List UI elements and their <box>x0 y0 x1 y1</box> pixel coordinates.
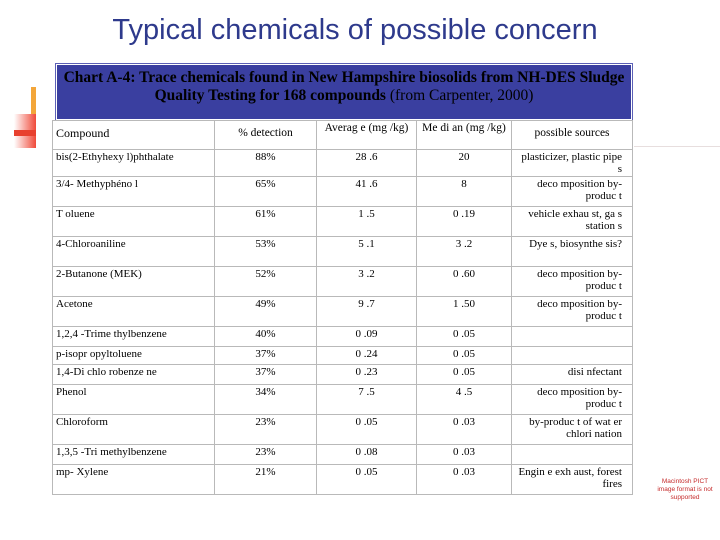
table-row <box>53 237 633 267</box>
compound-cell: 1,2,4 -Trime thylbenzene <box>53 327 215 347</box>
sources-cell: disi nfectant <box>512 365 633 385</box>
chart-header <box>56 64 632 120</box>
chart-title: Chart A-4: Trace chemicals found in New Hampshire biosolids from NH-DES Sludge Quality Testing for 168 compounds <box>63 69 625 104</box>
header-average: Averag e (mg /kg) <box>317 121 417 150</box>
compound-cell: mp- Xylene <box>53 465 215 495</box>
detection-cell: 53% <box>215 237 317 267</box>
detection-cell: 34% <box>215 385 317 415</box>
table-row <box>53 445 633 465</box>
compound-cell: T oluene <box>53 207 215 237</box>
accent-red-bar <box>14 130 36 136</box>
table-row <box>53 297 633 327</box>
table-row <box>53 347 633 365</box>
average-cell: 1 .5 <box>317 207 417 237</box>
compound-cell: Acetone <box>53 297 215 327</box>
median-cell: 8 <box>417 177 512 207</box>
average-cell: 5 .1 <box>317 237 417 267</box>
sources-cell: deco mposition by- produc t <box>512 177 633 207</box>
table-header-row <box>53 121 633 150</box>
sources-cell: deco mposition by- produc t <box>512 297 633 327</box>
detection-cell: 49% <box>215 297 317 327</box>
average-cell: 3 .2 <box>317 267 417 297</box>
median-cell: 4 .5 <box>417 385 512 415</box>
detection-cell: 23% <box>215 415 317 445</box>
table-row <box>53 150 633 177</box>
chemicals-table <box>52 120 633 495</box>
compound-cell: 3/4- Methyphéno l <box>53 177 215 207</box>
header-median: Me di an (mg /kg) <box>417 121 512 150</box>
compound-cell: Chloroform <box>53 415 215 445</box>
compound-cell: p-isopr opyltoluene <box>53 347 215 365</box>
average-cell: 7 .5 <box>317 385 417 415</box>
right-divider <box>634 146 720 147</box>
average-cell: 0 .09 <box>317 327 417 347</box>
average-cell: 0 .08 <box>317 445 417 465</box>
median-cell: 0 .19 <box>417 207 512 237</box>
sources-cell <box>512 445 633 465</box>
median-cell: 1 .50 <box>417 297 512 327</box>
sources-cell <box>512 327 633 347</box>
compound-cell: 1,4-Di chlo robenze ne <box>53 365 215 385</box>
median-cell: 0 .05 <box>417 347 512 365</box>
median-cell: 0 .05 <box>417 365 512 385</box>
sources-cell: deco mposition by- produc t <box>512 267 633 297</box>
detection-cell: 37% <box>215 347 317 365</box>
sources-cell: Engin e exh aust, forest fires <box>512 465 633 495</box>
average-cell: 28 .6 <box>317 150 417 177</box>
compound-cell: bis(2-Ethyhexy l)phthalate <box>53 150 215 177</box>
average-cell: 9 .7 <box>317 297 417 327</box>
median-cell: 20 <box>417 150 512 177</box>
header-detection: % detection <box>215 121 317 150</box>
table-row <box>53 385 633 415</box>
detection-cell: 52% <box>215 267 317 297</box>
sources-cell: plasticizer, plastic pipe s <box>512 150 633 177</box>
slide-title: Typical chemicals of possible concern <box>112 14 598 46</box>
sources-cell: Dye s, biosynthe sis? <box>512 237 633 267</box>
table-row <box>53 365 633 385</box>
table-row <box>53 267 633 297</box>
average-cell: 0 .24 <box>317 347 417 365</box>
median-cell: 0 .03 <box>417 445 512 465</box>
table-row <box>53 177 633 207</box>
header-sources: possible sources <box>512 121 633 150</box>
detection-cell: 40% <box>215 327 317 347</box>
detection-cell: 65% <box>215 177 317 207</box>
sources-cell: vehicle exhau st, ga s station s <box>512 207 633 237</box>
median-cell: 3 .2 <box>417 237 512 267</box>
average-cell: 41 .6 <box>317 177 417 207</box>
detection-cell: 88% <box>215 150 317 177</box>
median-cell: 0 .05 <box>417 327 512 347</box>
average-cell: 0 .05 <box>317 465 417 495</box>
compound-cell: Phenol <box>53 385 215 415</box>
compound-cell: 1,3,5 -Tri methylbenzene <box>53 445 215 465</box>
detection-cell: 61% <box>215 207 317 237</box>
median-cell: 0 .03 <box>417 465 512 495</box>
detection-cell: 23% <box>215 445 317 465</box>
median-cell: 0 .03 <box>417 415 512 445</box>
median-cell: 0 .60 <box>417 267 512 297</box>
table-row <box>53 207 633 237</box>
compound-cell: 2-Butanone (MEK) <box>53 267 215 297</box>
table-row <box>53 465 633 495</box>
detection-cell: 21% <box>215 465 317 495</box>
average-cell: 0 .23 <box>317 365 417 385</box>
sources-cell <box>512 347 633 365</box>
sources-cell: by-produc t of wat er chlori nation <box>512 415 633 445</box>
detection-cell: 37% <box>215 365 317 385</box>
chart-source: (from Carpenter, 2000) <box>389 87 534 104</box>
table-row <box>53 327 633 347</box>
pict-unsupported-note: Macintosh PICT image format is not supported <box>657 478 713 501</box>
table-row <box>53 415 633 445</box>
header-compound: Compound <box>53 121 215 150</box>
average-cell: 0 .05 <box>317 415 417 445</box>
sources-cell: deco mposition by- produc t <box>512 385 633 415</box>
compound-cell: 4-Chloroaniline <box>53 237 215 267</box>
